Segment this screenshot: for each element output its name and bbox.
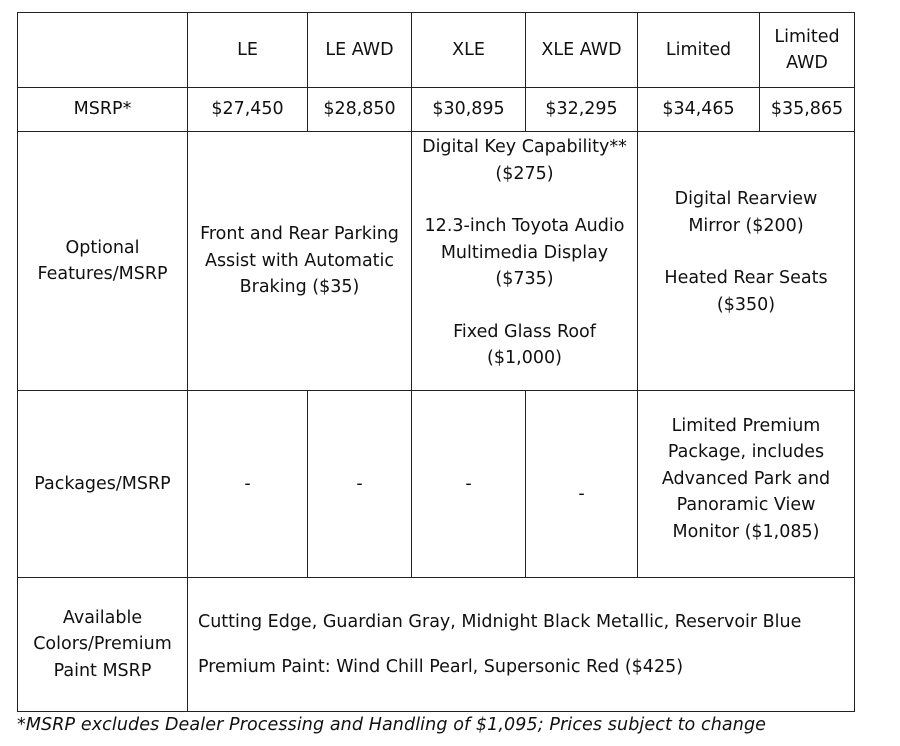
header-row <box>18 13 855 88</box>
optional-glass-roof: Fixed Glass Roof ($1,000) <box>453 321 596 368</box>
optional-xle-group <box>412 132 638 391</box>
colors-row <box>18 578 855 712</box>
msrp-footnote: *MSRP excludes Dealer Processing and Handling of $1,095; Prices subject to change <box>17 715 767 735</box>
msrp-row <box>18 88 855 132</box>
trim-header-xle: XLE <box>412 13 526 88</box>
colors-label: Available Colors/Premium Paint MSRP <box>18 578 188 712</box>
package-le-awd: - <box>308 391 412 578</box>
optional-le-group: Front and Rear Parking Assist with Automatic Braking ($35) <box>188 132 412 391</box>
package-le: - <box>188 391 308 578</box>
package-limited-group: Limited Premium Package, includes Advanced Park and Panoramic View Monitor ($1,085) <box>638 391 855 578</box>
package-xle: - <box>412 391 526 578</box>
packages-label: Packages/MSRP <box>18 391 188 578</box>
colors-standard: Cutting Edge, Guardian Gray, Midnight Black Metallic, Reservoir Blue <box>198 612 802 632</box>
packages-row <box>18 391 855 578</box>
trim-header-le: LE <box>188 13 308 88</box>
msrp-label: MSRP* <box>18 88 188 132</box>
colors-premium: Premium Paint: Wind Chill Pearl, Supersonic Red ($425) <box>198 656 684 677</box>
optional-features-row <box>18 132 855 391</box>
optional-heated-rear-seats: Heated Rear Seats ($350) <box>664 268 828 315</box>
optional-rearview-mirror: Digital Rearview Mirror ($200) <box>674 189 818 236</box>
optional-digital-key: Digital Key Capability** ($275) <box>422 137 627 184</box>
colors-value <box>188 578 855 712</box>
corner-cell <box>18 13 188 88</box>
msrp-xle: $30,895 <box>412 88 526 132</box>
package-xle-awd-value: - <box>578 483 585 504</box>
trim-header-le-awd: LE AWD <box>308 13 412 88</box>
optional-features-label: Optional Features/MSRP <box>18 132 188 391</box>
msrp-limited: $34,465 <box>638 88 760 132</box>
msrp-limited-awd: $35,865 <box>760 88 855 132</box>
pricing-table <box>17 12 855 712</box>
optional-limited-group <box>638 132 855 391</box>
msrp-le: $27,450 <box>188 88 308 132</box>
trim-header-xle-awd: XLE AWD <box>526 13 638 88</box>
optional-multimedia-display: 12.3-inch Toyota Audio Multimedia Display ($735) <box>424 216 625 289</box>
package-xle-awd <box>526 391 638 578</box>
trim-header-limited-awd: Limited AWD <box>760 13 855 88</box>
trim-header-limited: Limited <box>638 13 760 88</box>
msrp-xle-awd: $32,295 <box>526 88 638 132</box>
msrp-le-awd: $28,850 <box>308 88 412 132</box>
